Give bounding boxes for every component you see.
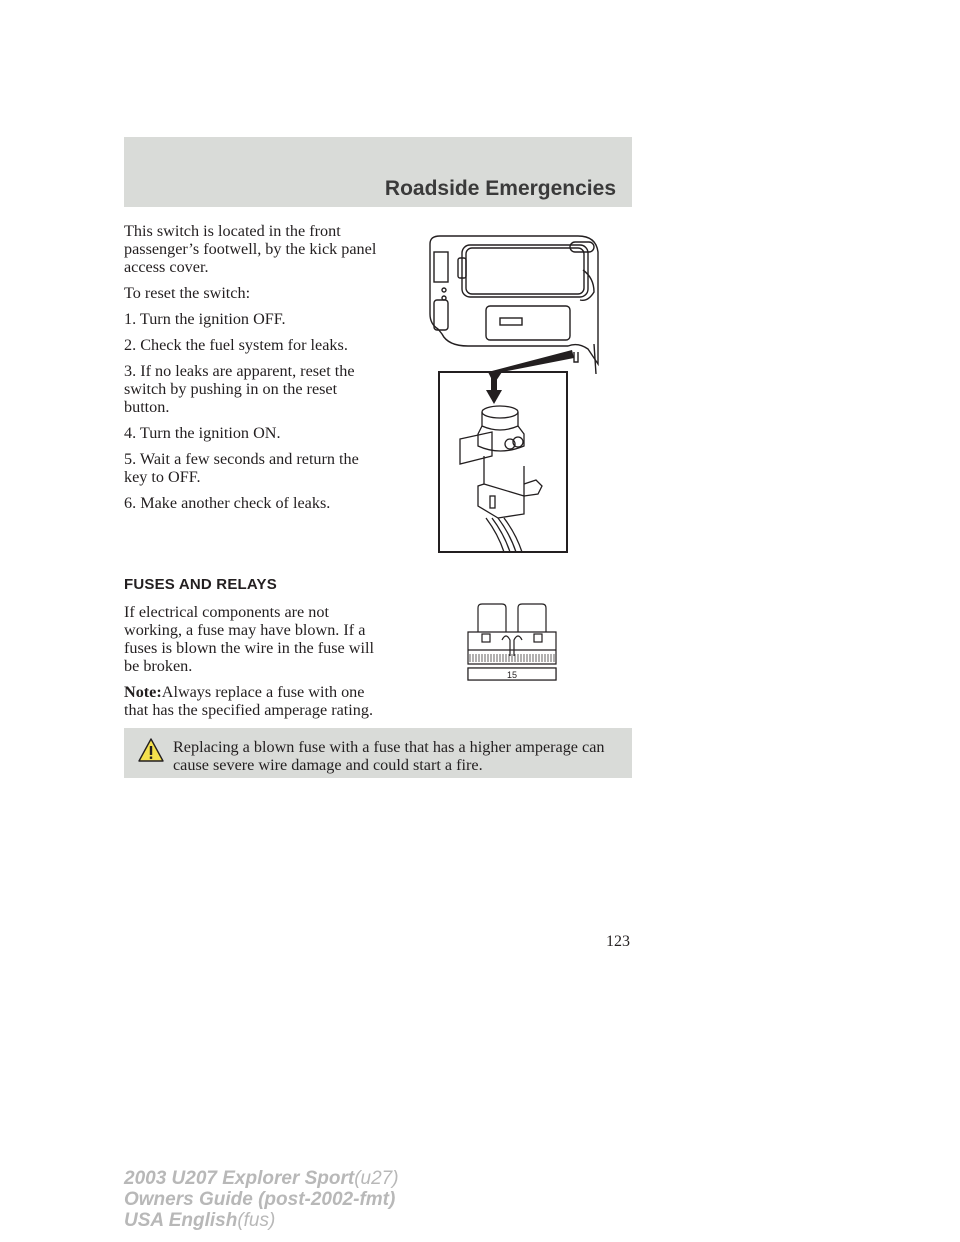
step-item: 5. Wait a few seconds and return the key to OFF. xyxy=(124,450,359,486)
footer-guide: Owners Guide (post-2002-fmt) xyxy=(124,1189,396,1210)
warning-box xyxy=(124,728,632,778)
paragraph: This switch is located in the front passenger’s footwell, by the kick panel access cover. xyxy=(124,222,377,276)
note-label: Note: xyxy=(124,683,162,701)
paragraph: If electrical components are not working, a fuse may have blown. If a fuses is blown the wire in the fuse will be broken. xyxy=(124,603,374,675)
section-header-bar xyxy=(124,137,632,207)
page-number: 123 xyxy=(606,933,630,950)
inertia-switch-illustration xyxy=(428,234,600,554)
step-item: 6. Make another check of leaks. xyxy=(124,494,331,512)
note-paragraph xyxy=(124,683,386,719)
footer-line xyxy=(124,1189,399,1210)
step-item: 3. If no leaks are apparent, reset the switch by pushing in on the reset button. xyxy=(124,362,355,416)
footer-language: USA English xyxy=(124,1210,238,1231)
step-item: 2. Check the fuel system for leaks. xyxy=(124,336,348,354)
section-title: Roadside Emergencies xyxy=(384,177,616,200)
footer-model: 2003 U207 Explorer Sport xyxy=(124,1168,355,1189)
inertia-switch-instructions xyxy=(124,222,386,520)
fuses-and-relays-section xyxy=(124,576,386,727)
fuse-illustration xyxy=(464,602,560,682)
step-item: 1. Turn the ignition OFF. xyxy=(124,310,286,328)
warning-triangle-icon xyxy=(138,738,164,762)
note-text: Always replace a fuse with one that has the specified amperage rating. xyxy=(124,683,374,719)
footer-model-code: (u27) xyxy=(354,1168,399,1189)
footer-line xyxy=(124,1168,399,1189)
warning-text: Replacing a blown fuse with a fuse that has a higher amperage can cause severe wire damage and could start a fire. xyxy=(173,738,605,774)
footer-language-code: (fus) xyxy=(237,1210,276,1231)
footer-line xyxy=(124,1210,399,1231)
section-heading: FUSES AND RELAYS xyxy=(124,576,277,593)
step-item: 4. Turn the ignition ON. xyxy=(124,424,281,442)
paragraph: To reset the switch: xyxy=(124,284,251,302)
document-footer xyxy=(124,1168,399,1231)
fuse-rating-label: 15 xyxy=(506,670,518,680)
